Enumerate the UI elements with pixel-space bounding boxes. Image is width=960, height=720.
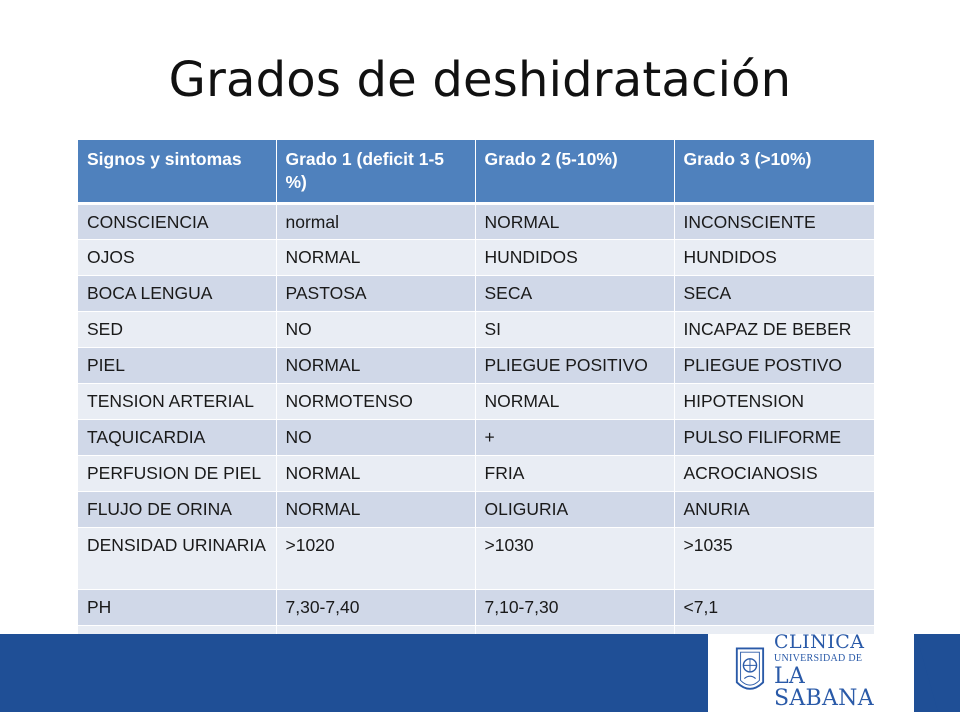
table-cell: PLIEGUE POSTIVO bbox=[674, 348, 874, 384]
table-cell: NORMAL bbox=[475, 203, 674, 240]
table-row bbox=[78, 276, 874, 312]
table-cell: SI bbox=[475, 312, 674, 348]
header-grade-1: Grado 1 (deficit 1-5 %) bbox=[276, 140, 475, 203]
table-cell: TENSION ARTERIAL bbox=[78, 384, 276, 420]
table-row bbox=[78, 420, 874, 456]
table-cell: normal bbox=[276, 203, 475, 240]
table-cell: ANURIA bbox=[674, 492, 874, 528]
table-cell: NO bbox=[276, 420, 475, 456]
table-cell: >1020 bbox=[276, 528, 475, 590]
header-grade-3: Grado 3 (>10%) bbox=[674, 140, 874, 203]
table-row bbox=[78, 312, 874, 348]
table-cell: OJOS bbox=[78, 240, 276, 276]
logo-line-3: LA SABANA bbox=[773, 663, 874, 711]
table-cell: FLUJO DE ORINA bbox=[78, 492, 276, 528]
table-row bbox=[78, 590, 874, 626]
table-cell: + bbox=[475, 420, 674, 456]
table-cell: FRIA bbox=[475, 456, 674, 492]
table-cell: PERFUSION DE PIEL bbox=[78, 456, 276, 492]
table-cell: PLIEGUE POSITIVO bbox=[475, 348, 674, 384]
table-cell: <7,1 bbox=[674, 590, 874, 626]
header-signs: Signos y sintomas bbox=[78, 140, 276, 203]
table-cell: PULSO FILIFORME bbox=[674, 420, 874, 456]
logo-line-2: UNIVERSIDAD DE bbox=[773, 652, 863, 664]
table-cell: NORMAL bbox=[276, 240, 475, 276]
table-cell: NORMAL bbox=[276, 492, 475, 528]
slide-title: Grados de deshidratación bbox=[168, 52, 792, 108]
table-row bbox=[78, 240, 874, 276]
table-cell: 7,10-7,30 bbox=[475, 590, 674, 626]
table-cell: OLIGURIA bbox=[475, 492, 674, 528]
table-cell: HUNDIDOS bbox=[475, 240, 674, 276]
table-cell: >1035 bbox=[674, 528, 874, 590]
table-row bbox=[78, 492, 874, 528]
table-header-row bbox=[78, 140, 874, 203]
table-cell: PH bbox=[78, 590, 276, 626]
table-cell: HIPOTENSION bbox=[674, 384, 874, 420]
dehydration-table bbox=[78, 140, 875, 662]
table-cell: INCAPAZ DE BEBER bbox=[674, 312, 874, 348]
table-cell: CONSCIENCIA bbox=[78, 203, 276, 240]
table-row bbox=[78, 384, 874, 420]
table-cell: 7,30-7,40 bbox=[276, 590, 475, 626]
table-cell: DENSIDAD URINARIA bbox=[78, 528, 276, 590]
header-grade-2: Grado 2 (5-10%) bbox=[475, 140, 674, 203]
table-cell: INCONSCIENTE bbox=[674, 203, 874, 240]
table-cell: >1030 bbox=[475, 528, 674, 590]
table-cell: ACROCIANOSIS bbox=[674, 456, 874, 492]
table-cell: NORMAL bbox=[276, 348, 475, 384]
table-cell: BOCA LENGUA bbox=[78, 276, 276, 312]
table-cell: NORMAL bbox=[475, 384, 674, 420]
table-cell: HUNDIDOS bbox=[674, 240, 874, 276]
table-cell: SED bbox=[78, 312, 276, 348]
table-row bbox=[78, 456, 874, 492]
table-row bbox=[78, 203, 874, 240]
table-cell: TAQUICARDIA bbox=[78, 420, 276, 456]
table-row bbox=[78, 528, 874, 590]
logo-line-1: CLINICA bbox=[773, 630, 865, 653]
seal-icon bbox=[734, 643, 766, 699]
table-cell: NORMOTENSO bbox=[276, 384, 475, 420]
table-cell: PASTOSA bbox=[276, 276, 475, 312]
table-cell: NORMAL bbox=[276, 456, 475, 492]
table-row bbox=[78, 348, 874, 384]
table-cell: SECA bbox=[475, 276, 674, 312]
clinic-logo bbox=[734, 630, 904, 711]
table-cell: NO bbox=[276, 312, 475, 348]
table-cell: SECA bbox=[674, 276, 874, 312]
table-cell: PIEL bbox=[78, 348, 276, 384]
